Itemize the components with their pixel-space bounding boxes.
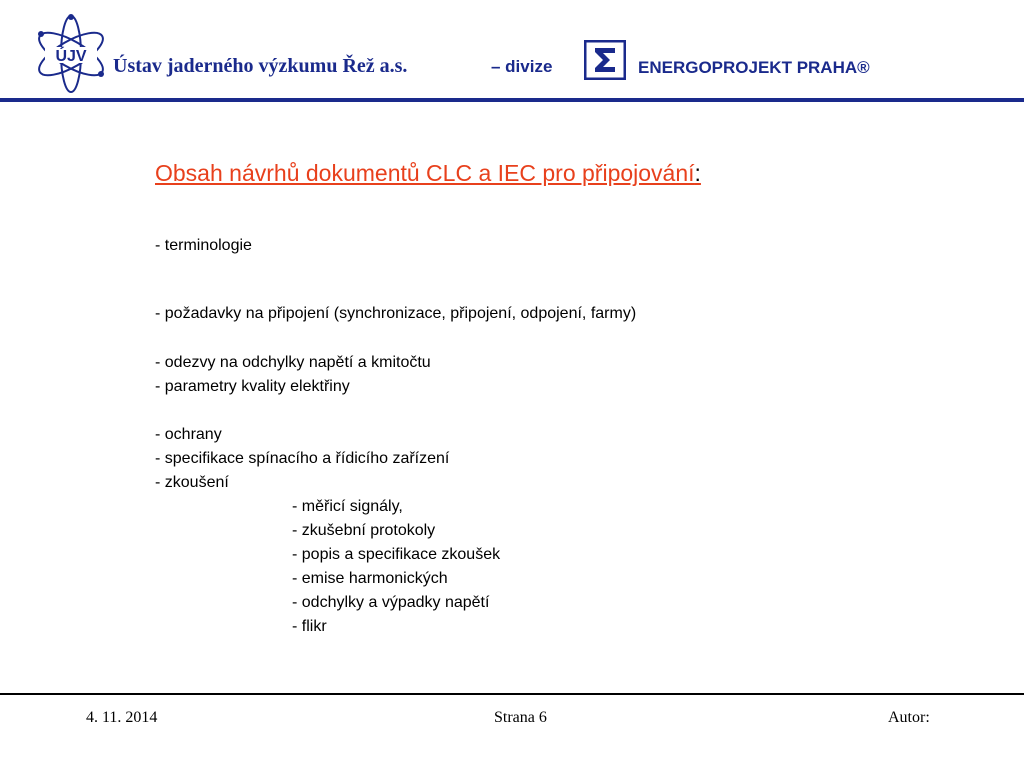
- footer-author: Autor:: [888, 709, 930, 726]
- footer-date: 4. 11. 2014: [86, 709, 158, 726]
- sub-list-item: - měřicí signály,: [292, 498, 403, 515]
- sub-list-item: - odchylky a výpadky napětí: [292, 594, 490, 611]
- list-item: - parametry kvality elektřiny: [155, 378, 350, 395]
- sigma-logo-icon: [584, 40, 626, 80]
- title-text: Obsah návrhů dokumentů CLC a IEC pro připojování: [155, 160, 695, 186]
- header-divider: [0, 98, 1024, 102]
- list-item: - zkoušení: [155, 474, 229, 491]
- institution-name: Ústav jaderného výzkumu Řež a.s.: [113, 55, 408, 77]
- svg-text:ÚJV: ÚJV: [55, 48, 87, 65]
- ujv-atom-logo: [33, 12, 109, 94]
- footer-divider: [0, 693, 1024, 695]
- list-item: - ochrany: [155, 426, 222, 443]
- company-name: ENERGOPROJEKT PRAHA®: [638, 58, 870, 77]
- sub-list-item: - zkušební protokoly: [292, 522, 436, 539]
- title-colon: :: [694, 160, 701, 186]
- slide-title: [155, 160, 701, 187]
- division-label: – divize: [491, 57, 553, 76]
- list-item: - požadavky na připojení (synchronizace, připojení, odpojení, farmy): [155, 305, 637, 322]
- slide-header: [0, 0, 1024, 104]
- footer-page-number: Strana 6: [494, 709, 547, 726]
- list-item: - terminologie: [155, 237, 252, 254]
- sub-list-item: - popis a specifikace zkoušek: [292, 546, 501, 563]
- list-item: - odezvy na odchylky napětí a kmitočtu: [155, 354, 431, 371]
- sub-list-item: - flikr: [292, 618, 327, 635]
- list-item: - specifikace spínacího a řídicího zařízení: [155, 450, 450, 467]
- sub-list-item: - emise harmonických: [292, 570, 448, 587]
